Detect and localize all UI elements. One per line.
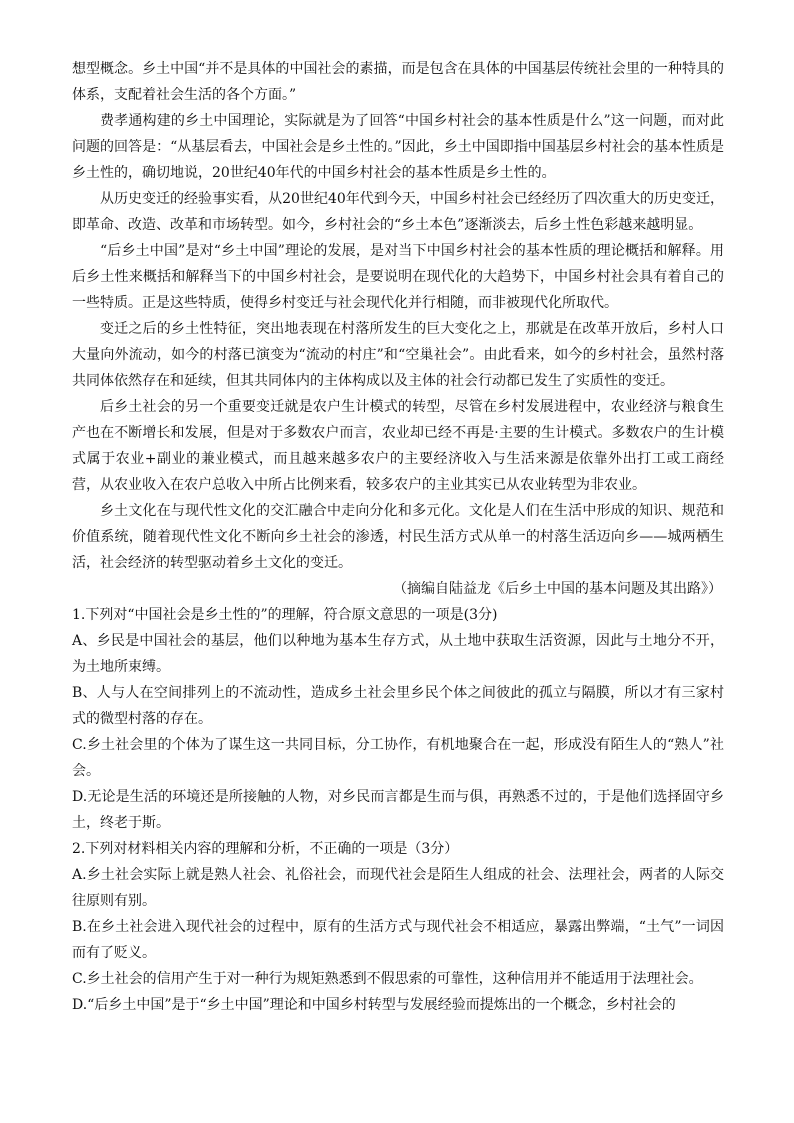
article-paragraph-1: 想型概念。乡土中国“并不是具体的中国社会的素描，而是包含在具体的中国基层传统社会里的一种特具的体系，支配着社会生活的各个方面。” — [72, 61, 724, 103]
question-stem: 1.下列对“中国社会是乡土性的”的理解，符合原文意思的一项是(3分) — [72, 607, 498, 623]
article-paragraph-7: 乡土文化在与现代性文化的交汇融合中走向分化和多元化。文化是人们在生活中形成的知识、规范和价值系统，随着现代性文化不断向乡土社会的渗透，村民生活方式从单一的村落生活迈向乡——城两栖生活，社会经济的转型驱动着乡土文化的变迁。 — [72, 503, 724, 571]
option-c: C.乡土社会里的个体为了谋生这一共同目标，分工协作，有机地聚合在一起，形成没有陌生人的“熟人”社会。 — [72, 737, 724, 779]
article-paragraph-4: “后乡土中国”是对“乡土中国”理论的发展，是对当下中国乡村社会的基本性质的理论概括和解释。用后乡土性来概括和解释当下的中国乡村社会，是要说明在现代化的大趋势下，中国乡村社会具有着自己的一些特质。正是这些特质，使得乡村变迁与社会现代化并行相随，而非被现代化所取代。 — [72, 243, 724, 311]
question-2 — [72, 836, 724, 1018]
article-paragraph-5: 变迁之后的乡土性特征，突出地表现在村落所发生的巨大变化之上，那就是在改革开放后，乡村人口大量向外流动，如今的村落已演变为“流动的村庄”和“空巢社会”。由此看来，如今的乡村社会，虽然村落共同体依然存在和延续，但其共同体内的主体构成以及主体的社会行动都已发生了实质性的变迁。 — [72, 321, 724, 389]
option-d: D.“后乡土中国”是于“乡土中国”理论和中国乡村转型与发展经验而提炼出的一个概念，乡村社会的 — [72, 997, 676, 1013]
option-c: C.乡土社会的信用产生于对一种行为规矩熟悉到不假思索的可靠性，这种信用并不能适用于法理社会。 — [72, 971, 703, 987]
article-paragraph-6: 后乡土社会的另一个重要变迁就是农户生计模式的转型，尽管在乡村发展进程中，农业经济与粮食生产也在不断增长和发展，但是对于多数农户而言，农业却已经不再是·主要的生计模式。多数农户的生计模式属于农业+副业的兼业模式，而且越来越多农户的主要经济收入与生活来源是依靠外出打工或工商经营，从农业收入在农户总收入中所占比例来看，较多农户的主业其实已从农业转型为非农业。 — [72, 399, 724, 493]
option-d: D.无论是生活的环境还是所接触的人物，对乡民而言都是生而与俱，再熟悉不过的，于是他们选择固守乡土，终老于斯。 — [72, 789, 724, 831]
option-b: B.在乡土社会进入现代社会的过程中，原有的生活方式与现代社会不相适应，暴露出弊端，“土气”一词因而有了贬义。 — [72, 919, 724, 961]
article-paragraph-3: 从历史变迁的经验事实看，从20世纪40年代到今天，中国乡村社会已经经历了四次重大的历史变迁，即革命、改造、改革和市场转型。如今，乡村社会的“乡土本色”逐渐淡去，后乡土性色彩越来越明显。 — [72, 191, 724, 233]
article-paragraph-2: 费孝通构建的乡土中国理论，实际就是为了回答“中国乡村社会的基本性质是什么”这一问题，而对此问题的回答是：“从基层看去，中国社会是乡土性的。”因此，乡土中国即指中国基层乡村社会的基本性质是乡土性的，确切地说，20世纪40年代的中国乡村社会的基本性质是乡土性的。 — [72, 113, 724, 181]
document-page — [72, 56, 724, 1018]
option-a: A.乡土社会实际上就是熟人社会、礼俗社会，而现代社会是陌生人组成的社会、法理社会，两者的人际交往原则有别。 — [72, 867, 724, 909]
question-stem: 2.下列对材料相关内容的理解和分析，不正确的一项是（3分） — [72, 841, 459, 857]
option-b: B、人与人在空间排列上的不流动性，造成乡土社会里乡民个体之间彼此的孤立与隔膜，所以才有三家村式的微型村落的存在。 — [72, 685, 724, 727]
question-1 — [72, 602, 724, 836]
option-a: A、乡民是中国社会的基层，他们以种地为基本生存方式，从土地中获取生活资源，因此与土地分不开，为土地所束缚。 — [72, 633, 724, 675]
article-source: （摘编自陆益龙《后乡土中国的基本问题及其出路》） — [393, 581, 722, 597]
